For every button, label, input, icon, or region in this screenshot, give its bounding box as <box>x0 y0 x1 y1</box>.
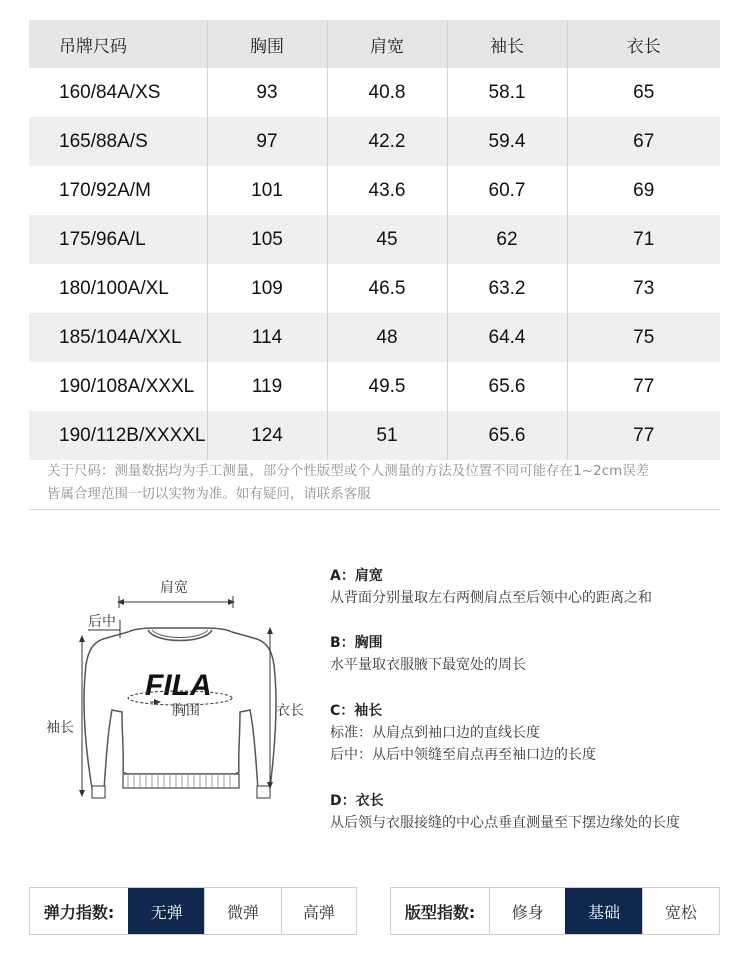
sweatshirt-illustration <box>0 560 320 810</box>
divider <box>29 509 720 510</box>
cell-length: 71 <box>567 215 720 264</box>
table-row <box>29 68 720 117</box>
cell-chest: 93 <box>207 68 327 117</box>
elasticity-option-slight[interactable]: 微弹 <box>204 888 280 934</box>
desc-line: 标准：从肩点到袖口边的直线长度 <box>330 725 540 741</box>
cell-size: 190/108A/XXXL <box>59 375 195 397</box>
cell-shoulder: 45 <box>327 215 447 264</box>
table-row <box>29 264 720 313</box>
header-length: 衣长 <box>567 20 720 68</box>
cell-size: 180/100A/XL <box>59 277 169 299</box>
cell-length: 77 <box>567 362 720 411</box>
elasticity-option-high[interactable]: 高弹 <box>281 888 356 934</box>
desc-sleeve <box>330 700 740 766</box>
cell-shoulder: 46.5 <box>327 264 447 313</box>
header-chest: 胸围 <box>207 20 327 68</box>
desc-line: 从背面分别量取左右两侧肩点至后领中心的距离之和 <box>330 590 652 606</box>
cell-sleeve: 59.4 <box>447 117 567 166</box>
label-back-center: 后中 <box>88 614 116 630</box>
cell-shoulder: 42.2 <box>327 117 447 166</box>
fit-index <box>390 887 720 935</box>
cell-shoulder: 49.5 <box>327 362 447 411</box>
elasticity-title: 弹力指数: <box>43 902 115 922</box>
table-row <box>29 313 720 362</box>
desc-shoulder <box>330 565 740 609</box>
table-row <box>29 166 720 215</box>
elasticity-option-none[interactable]: 无弹 <box>128 888 204 934</box>
cell-chest: 119 <box>207 362 327 411</box>
desc-line: 从后领与衣服接缝的中心点垂直测量至下摆边缘处的长度 <box>330 815 680 831</box>
cell-size: 160/84A/XS <box>59 81 161 103</box>
cell-size: 190/112B/XXXXL <box>29 411 207 460</box>
cell-chest: 124 <box>207 411 327 460</box>
cell-length: 77 <box>567 411 720 460</box>
note-line-1: 关于尺码：测量数据均为手工测量，部分个性版型或个人测量的方法及位置不同可能存在1~2cm误差 <box>47 464 650 479</box>
cell-chest: 97 <box>207 117 327 166</box>
desc-heading: A：肩宽 <box>330 568 383 584</box>
table-row <box>29 362 720 411</box>
cell-chest: 114 <box>207 313 327 362</box>
label-chest: 胸围 <box>172 703 200 719</box>
cell-length: 65 <box>567 68 720 117</box>
table-row <box>29 411 720 460</box>
cell-chest: 109 <box>207 264 327 313</box>
cell-sleeve: 58.1 <box>447 68 567 117</box>
cell-length: 73 <box>567 264 720 313</box>
cell-length: 75 <box>567 313 720 362</box>
cell-shoulder: 43.6 <box>327 166 447 215</box>
fit-option-regular[interactable]: 基础 <box>565 888 641 934</box>
cell-sleeve: 65.6 <box>447 362 567 411</box>
fila-logo: FILA <box>145 669 212 702</box>
cell-shoulder: 40.8 <box>327 68 447 117</box>
cell-sleeve: 60.7 <box>447 166 567 215</box>
desc-heading: B：胸围 <box>330 635 383 651</box>
cell-size: 175/96A/L <box>29 215 207 264</box>
cell-length: 69 <box>567 166 720 215</box>
label-sleeve: 袖长 <box>46 720 74 736</box>
desc-chest <box>330 632 740 676</box>
cell-size: 165/88A/S <box>29 117 207 166</box>
cell-shoulder: 51 <box>327 411 447 460</box>
note-line-2: 皆属合理范围一切以实物为准。如有疑问，请联系客服 <box>47 487 371 502</box>
fit-title: 版型指数: <box>404 902 476 922</box>
desc-line: 后中：从后中领缝至肩点再至袖口边的长度 <box>330 747 596 763</box>
cell-size: 170/92A/M <box>59 179 151 201</box>
cell-size: 185/104A/XXL <box>29 313 207 362</box>
table-row <box>29 215 720 264</box>
fit-option-slim[interactable]: 修身 <box>489 888 565 934</box>
table-header-row <box>29 20 720 68</box>
cell-length: 67 <box>567 117 720 166</box>
cell-chest: 105 <box>207 215 327 264</box>
header-sleeve: 袖长 <box>447 20 567 68</box>
header-size: 吊牌尺码 <box>29 20 207 68</box>
cell-sleeve: 65.6 <box>447 411 567 460</box>
size-chart-table <box>29 20 720 460</box>
elasticity-index <box>29 887 357 935</box>
size-note <box>47 460 727 506</box>
desc-line: 水平量取衣服腋下最宽处的周长 <box>330 657 526 673</box>
header-shoulder: 肩宽 <box>327 20 447 68</box>
table-row <box>29 117 720 166</box>
cell-chest: 101 <box>207 166 327 215</box>
measurement-diagram <box>0 560 320 810</box>
cell-sleeve: 63.2 <box>447 264 567 313</box>
cell-shoulder: 48 <box>327 313 447 362</box>
label-shoulder: 肩宽 <box>160 580 188 596</box>
cell-sleeve: 62 <box>447 215 567 264</box>
desc-heading: D：衣长 <box>330 793 384 809</box>
fit-option-loose[interactable]: 宽松 <box>642 888 719 934</box>
cell-sleeve: 64.4 <box>447 313 567 362</box>
desc-heading: C：袖长 <box>330 703 383 719</box>
label-length: 衣长 <box>276 703 304 719</box>
desc-length <box>330 790 740 834</box>
